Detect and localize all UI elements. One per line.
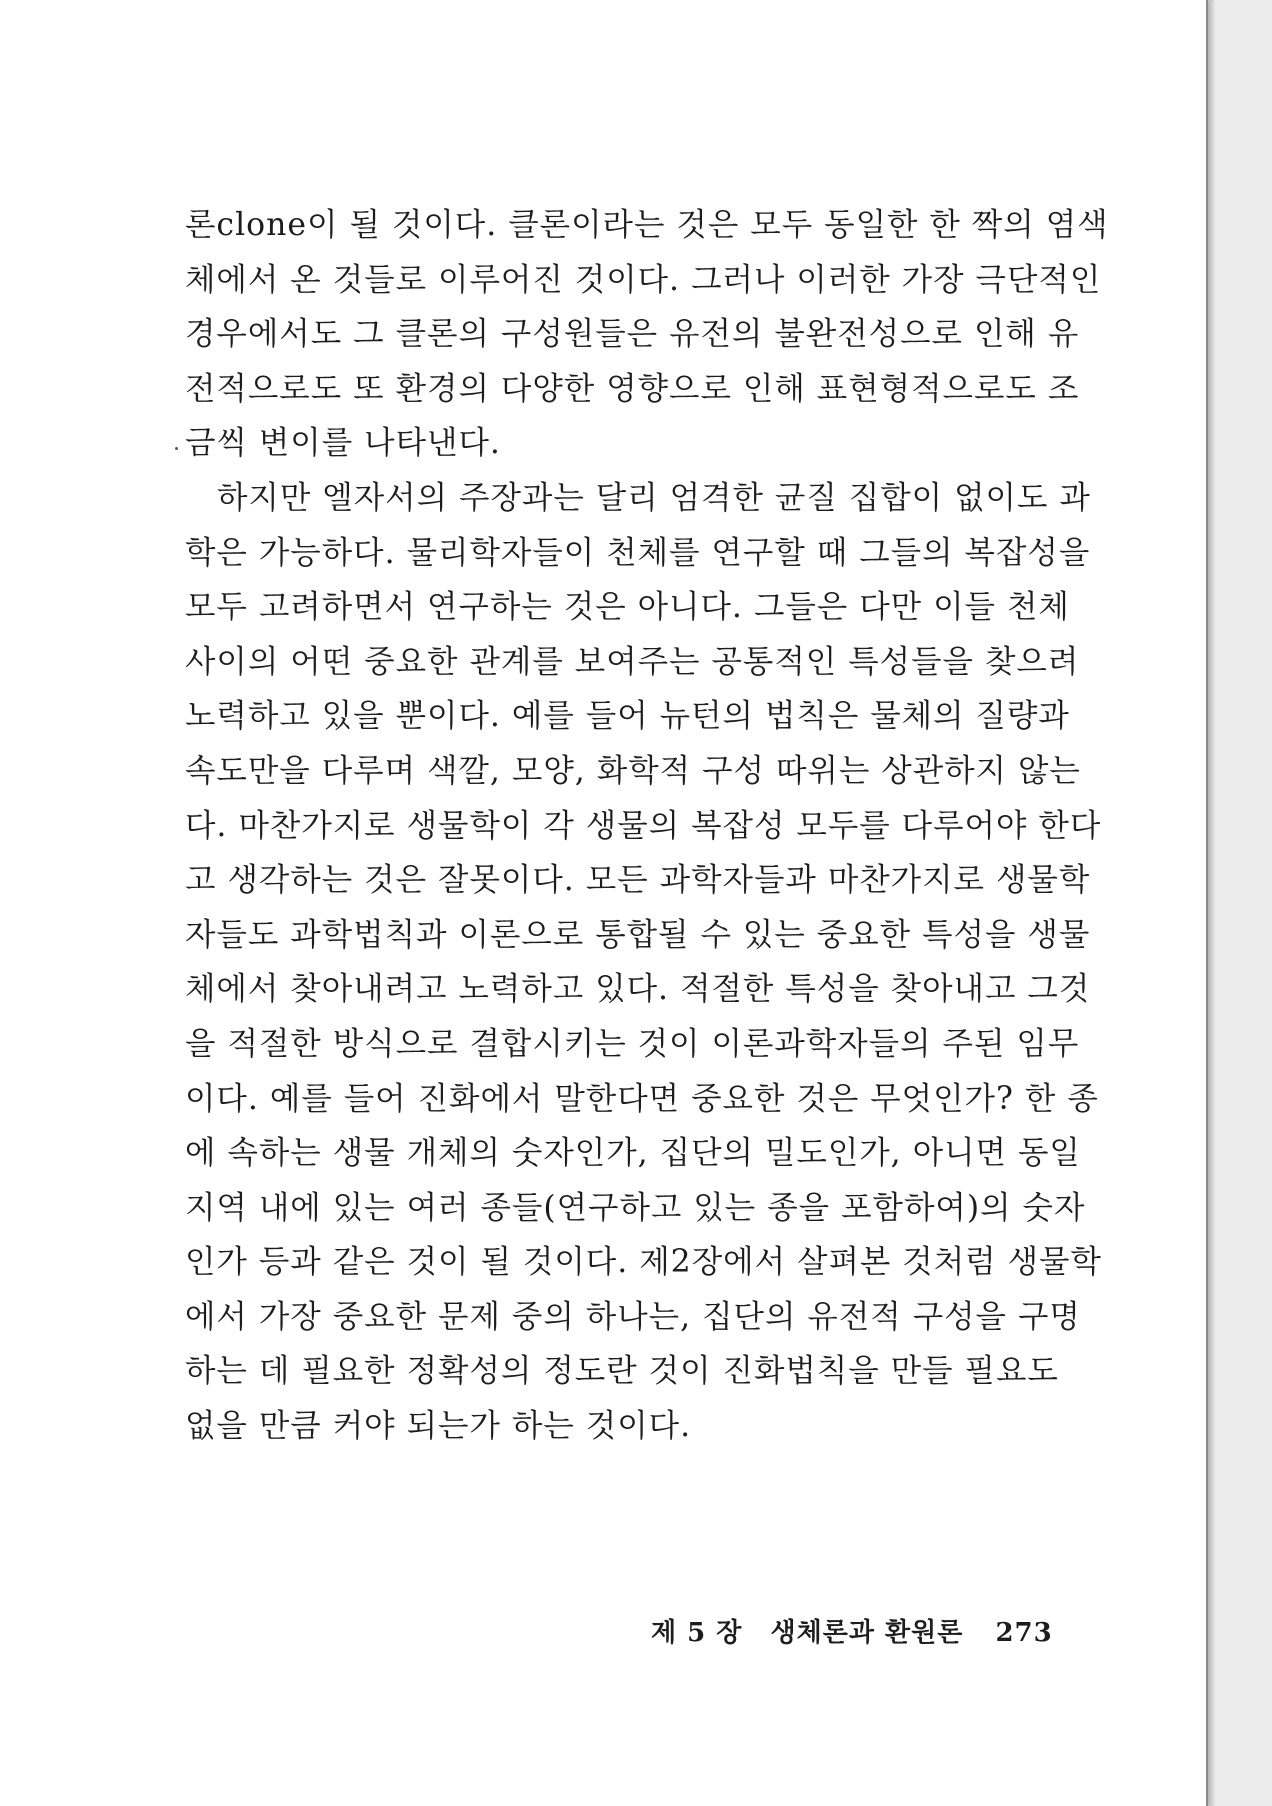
text-line: 없을 만큼 커야 되는가 하는 것이다. [185, 1408, 692, 1445]
text-line: 모두 고려하면서 연구하는 것은 아니다. 그들은 다만 이들 천체 [185, 589, 1070, 626]
text-line: 하지만 엘자서의 주장과는 달리 엄격한 균질 집합이 없이도 과 [217, 479, 1091, 516]
running-footer [651, 1612, 1053, 1649]
text-line: 을 적절한 방식으로 결합시키는 것이 이론과학자들의 주된 임무 [185, 1025, 1080, 1062]
text-line: 하는 데 필요한 정확성의 정도란 것이 진화법칙을 만들 필요도 [185, 1353, 1059, 1390]
text-line: 체에서 온 것들로 이루어진 것이다. 그러나 이러한 가장 극단적인 [185, 261, 1102, 298]
text-line: 경우에서도 그 클론의 구성원들은 유전의 불완전성으로 인해 유 [185, 316, 1080, 353]
text-line: 론clone이 될 것이다. 클론이라는 것은 모두 동일한 한 짝의 염색 [185, 207, 1109, 243]
text-line: 금씩 변이를 나타낸다. [185, 425, 501, 462]
text-line: 인가 등과 같은 것이 될 것이다. 제2장에서 살펴본 것처럼 생물학 [185, 1244, 1102, 1281]
text-line: 에서 가장 중요한 문제 중의 하나는, 집단의 유전적 구성을 구명 [185, 1298, 1081, 1335]
text-line: 학은 가능하다. 물리학자들이 천체를 연구할 때 그들의 복잡성을 [185, 534, 1091, 571]
chapter-label: 제 5 장 [651, 1618, 743, 1648]
text-line: 노력하고 있을 뿐이다. 예를 들어 뉴턴의 법칙은 물체의 질량과 [185, 698, 1070, 735]
text-line: 속도만을 다루며 색깔, 모양, 화학적 구성 따위는 상관하지 않는 [185, 752, 1081, 789]
text-line: 전적으로도 또 환경의 다양한 영향으로 인해 표현형적으로도 조 [185, 370, 1080, 407]
text-line: 사이의 어떤 중요한 관계를 보여주는 공통적인 특성들을 찾으려 [185, 643, 1080, 680]
body-text [185, 198, 1109, 1454]
page-edge [1209, 0, 1215, 1806]
chapter-title: 생체론과 환원론 [770, 1618, 964, 1648]
text-line: 고 생각하는 것은 잘못이다. 모든 과학자들과 마찬가지로 생물학 [185, 862, 1091, 899]
page-number: 273 [995, 1618, 1053, 1648]
text-line: 다. 마찬가지로 생물학이 각 생물의 복잡성 모두를 다루어야 한다 [185, 807, 1102, 844]
text-line: 지역 내에 있는 여러 종들(연구하고 있는 종을 포함하여)의 숫자 [185, 1189, 1086, 1226]
text-line: 이다. 예를 들어 진화에서 말한다면 중요한 것은 무엇인가? 한 종 [185, 1080, 1099, 1117]
text-line: 에 속하는 생물 개체의 숫자인가, 집단의 밀도인가, 아니면 동일 [185, 1135, 1081, 1172]
text-line: 체에서 찾아내려고 노력하고 있다. 적절한 특성을 찾아내고 그것 [185, 971, 1091, 1008]
text-line: 자들도 과학법칙과 이론으로 통합될 수 있는 중요한 특성을 생물 [185, 916, 1091, 953]
stray-mark [175, 447, 178, 450]
